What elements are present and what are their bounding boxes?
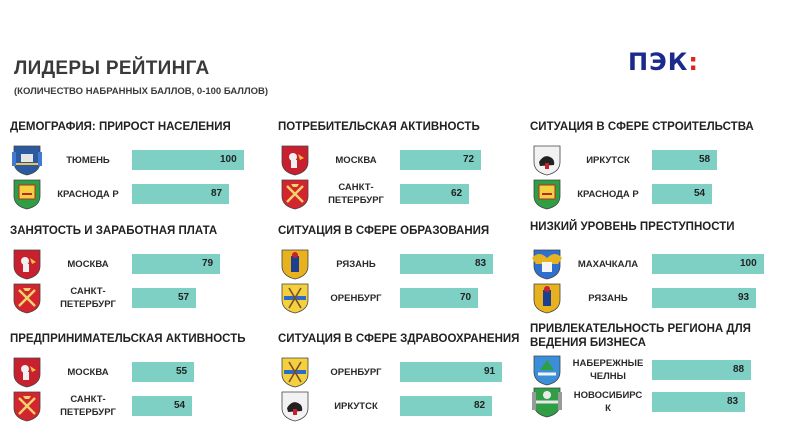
spb-emblem-icon — [12, 282, 42, 314]
category-label: НОВОСИБИРС К — [573, 390, 643, 414]
bar-value-label: 83 — [727, 396, 739, 407]
bar-row — [278, 388, 528, 428]
rating-panel — [278, 224, 528, 314]
naberezhnye-chelny-emblem-icon — [532, 354, 562, 386]
category-label: ОРЕНБУРГ — [330, 292, 382, 304]
orenburg-emblem-icon — [280, 356, 310, 388]
category-label: РЯЗАНЬ — [588, 292, 628, 304]
category-label: ОРЕНБУРГ — [330, 366, 382, 378]
bar-value-label: 55 — [176, 366, 188, 377]
rating-panel — [10, 332, 260, 422]
category-label: КРАСНОДА Р — [577, 188, 639, 200]
moscow-emblem-icon — [280, 144, 310, 176]
makhachkala-emblem-icon — [532, 248, 562, 280]
bar-value-label: 83 — [475, 258, 487, 269]
rating-panel — [278, 120, 528, 210]
bar-row — [278, 280, 528, 320]
rating-panel — [278, 332, 528, 422]
bar-row — [530, 384, 780, 424]
panel-title: СИТУАЦИЯ В СФЕРЕ ЗДРАВООХРАНЕНИЯ — [278, 333, 520, 345]
bar-value-label: 88 — [733, 364, 745, 375]
krasnodar-emblem-icon — [532, 178, 562, 210]
ryazan-emblem-icon — [532, 282, 562, 314]
panel-title: ПОТРЕБИТЕЛЬСКАЯ АКТИВНОСТЬ — [278, 121, 480, 133]
category-label: МОСКВА — [67, 258, 109, 270]
category-label: МОСКВА — [335, 154, 377, 166]
panel-title: НИЗКИЙ УРОВЕНЬ ПРЕСТУПНОСТИ — [530, 221, 735, 233]
bar-value-label: 100 — [740, 258, 757, 269]
bar-value-label: 57 — [178, 292, 190, 303]
moscow-emblem-icon — [12, 356, 42, 388]
category-label: САНКТ-ПЕТЕРБУРГ — [60, 394, 116, 418]
bar-value-label: 82 — [474, 400, 486, 411]
panel-title: СИТУАЦИЯ В СФЕРЕ ОБРАЗОВАНИЯ — [278, 225, 490, 237]
logo-dots: : — [688, 48, 699, 76]
bar-value-label: 93 — [738, 292, 750, 303]
rating-panel — [530, 322, 780, 412]
orenburg-emblem-icon — [280, 282, 310, 314]
moscow-emblem-icon — [12, 248, 42, 280]
logo-text: ПЭК — [628, 48, 689, 76]
bar-value-label: 91 — [484, 366, 496, 377]
category-label: ИРКУТСК — [586, 154, 630, 166]
novosibirsk-emblem-icon — [532, 386, 562, 418]
tyumen-emblem-icon — [12, 144, 42, 176]
bar-row — [10, 176, 260, 216]
bar-value-label: 72 — [463, 154, 475, 165]
bar-value-label: 54 — [174, 400, 186, 411]
category-label: МОСКВА — [67, 366, 109, 378]
category-label: КРАСНОДА Р — [57, 188, 119, 200]
irkutsk-emblem-icon — [280, 390, 310, 422]
bar-value-label: 87 — [211, 188, 223, 199]
rating-panel — [530, 120, 780, 210]
bar-row — [10, 280, 260, 320]
page-title: ЛИДЕРЫ РЕЙТИНГА — [14, 58, 210, 79]
bar-row — [530, 280, 780, 320]
rating-panel — [10, 120, 260, 210]
bar-value-label: 100 — [220, 154, 237, 165]
bar-value-label: 54 — [694, 188, 706, 199]
panel-title: ЗАНЯТОСТЬ И ЗАРАБОТНАЯ ПЛАТА — [10, 225, 218, 237]
spb-emblem-icon — [280, 178, 310, 210]
page-subtitle: (КОЛИЧЕСТВО НАБРАННЫХ БАЛЛОВ, 0-100 БАЛЛОВ) — [14, 86, 269, 97]
category-label: ТЮМЕНЬ — [66, 154, 110, 166]
panel-title: СИТУАЦИЯ В СФЕРЕ СТРОИТЕЛЬСТВА — [530, 121, 754, 133]
panel-title: ПРЕДПРИНИМАТЕЛЬСКАЯ АКТИВНОСТЬ — [10, 333, 246, 345]
bar-row — [530, 176, 780, 216]
bar-value-label: 58 — [699, 154, 711, 165]
category-label: САНКТ-ПЕТЕРБУРГ — [60, 286, 116, 310]
krasnodar-emblem-icon — [12, 178, 42, 210]
pek-logo — [628, 48, 699, 76]
bar-value-label: 79 — [202, 258, 214, 269]
bar-row — [10, 388, 260, 428]
bar-value-label: 62 — [451, 188, 463, 199]
category-label: МАХАЧКАЛА — [577, 258, 639, 270]
bar-value-label: 70 — [460, 292, 472, 303]
bar-row — [278, 176, 528, 216]
category-label: НАБЕРЕЖНЫЕ ЧЕЛНЫ — [572, 358, 644, 382]
panel-title: ДЕМОГРАФИЯ: ПРИРОСТ НАСЕЛЕНИЯ — [10, 121, 231, 133]
spb-emblem-icon — [12, 390, 42, 422]
rating-panel — [10, 224, 260, 314]
rating-panel — [530, 220, 780, 310]
category-label: САНКТ-ПЕТЕРБУРГ — [328, 182, 384, 206]
panel-title: ПРИВЛЕКАТЕЛЬНОСТЬ РЕГИОНА ДЛЯ ВЕДЕНИЯ БИЗНЕСА — [530, 323, 751, 349]
irkutsk-emblem-icon — [532, 144, 562, 176]
category-label: ИРКУТСК — [334, 400, 378, 412]
ryazan-emblem-icon — [280, 248, 310, 280]
category-label: РЯЗАНЬ — [336, 258, 376, 270]
